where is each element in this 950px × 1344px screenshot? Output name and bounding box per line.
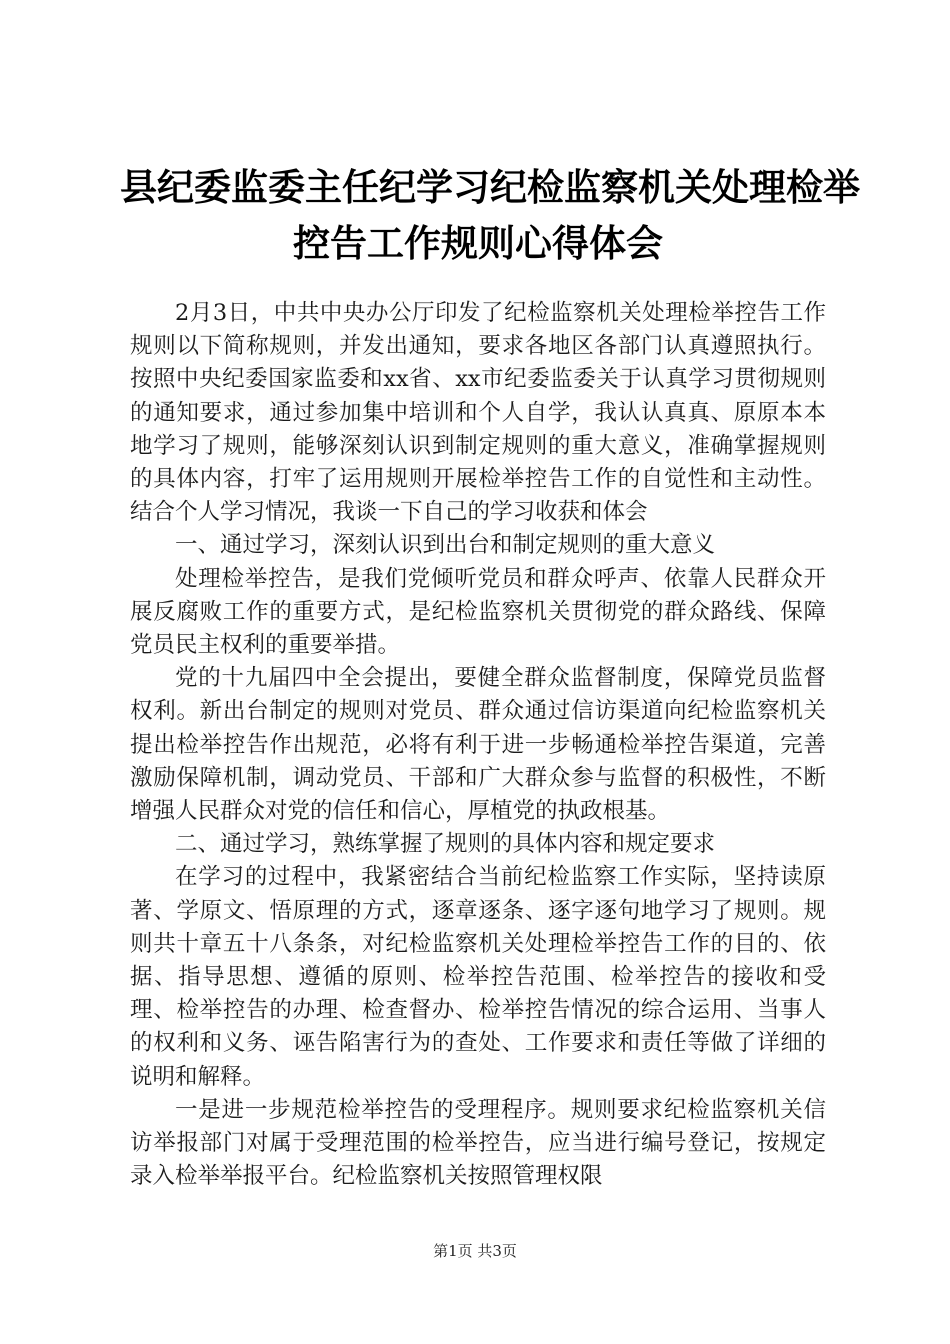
document-body	[130, 297, 826, 1193]
paragraph: 在学习的过程中，我紧密结合当前纪检监察工作实际，坚持读原著、学原文、悟原理的方式，逐章逐条、逐字逐句地学习了规则。规则共十章五十八条条，对纪检监察机关处理检举控告工作的目的、依据、指导思想、遵循的原则、检举控告范围、检举控告的接收和受理、检举控告的办理、检查督办、检举控告情况的综合运用、当事人的权利和义务、诬告陷害行为的查处、工作要求和责任等做了详细的说明和解释。	[130, 864, 826, 1090]
page-number-footer: 第1页 共3页	[433, 1242, 517, 1260]
paragraph-intro: 2月3日，中共中央办公厅印发了纪检监察机关处理检举控告工作规则以下简称规则，并发出通知，要求各地区各部门认真遵照执行。按照中央纪委国家监委和xx省、xx市纪委监委关于认真学习贯彻规则的通知要求，通过参加集中培训和个人自学，我认认真真、原原本本地学习了规则，能够深刻认识到制定规则的重大意义，准确掌握规则的具体内容，打牢了运用规则开展检举控告工作的自觉性和主动性。结合个人学习情况，我谈一下自己的学习收获和体会	[130, 300, 826, 526]
paragraph: 处理检举控告，是我们党倾听党员和群众呼声、依靠人民群众开展反腐败工作的重要方式，是纪检监察机关贯彻党的群众路线、保障党员民主权利的重要举措。	[130, 565, 826, 659]
title-line-1: 县纪委监委主任纪学习纪检监察机关处理检举	[120, 166, 860, 209]
section-heading-2: 二、通过学习，熟练掌握了规则的具体内容和规定要求	[175, 831, 716, 858]
section-heading-1: 一、通过学习，深刻认识到出台和制定规则的重大意义	[175, 532, 716, 559]
title-line-2: 控告工作规则心得体会	[293, 222, 663, 265]
paragraph: 一是进一步规范检举控告的受理程序。规则要求纪检监察机关信访举报部门对属于受理范围的检举控告，应当进行编号登记，按规定录入检举举报平台。纪检监察机关按照管理权限	[130, 1096, 826, 1190]
document-title	[120, 160, 860, 272]
paragraph: 党的十九届四中全会提出，要健全群众监督制度，保障党员监督权利。新出台制定的规则对党员、群众通过信访渠道向纪检监察机关提出检举控告作出规范，必将有利于进一步畅通检举控告渠道，完善激励保障机制，调动党员、干部和广大群众参与监督的积极性，不断增强人民群众对党的信任和信心，厚植党的执政根基。	[130, 665, 826, 825]
